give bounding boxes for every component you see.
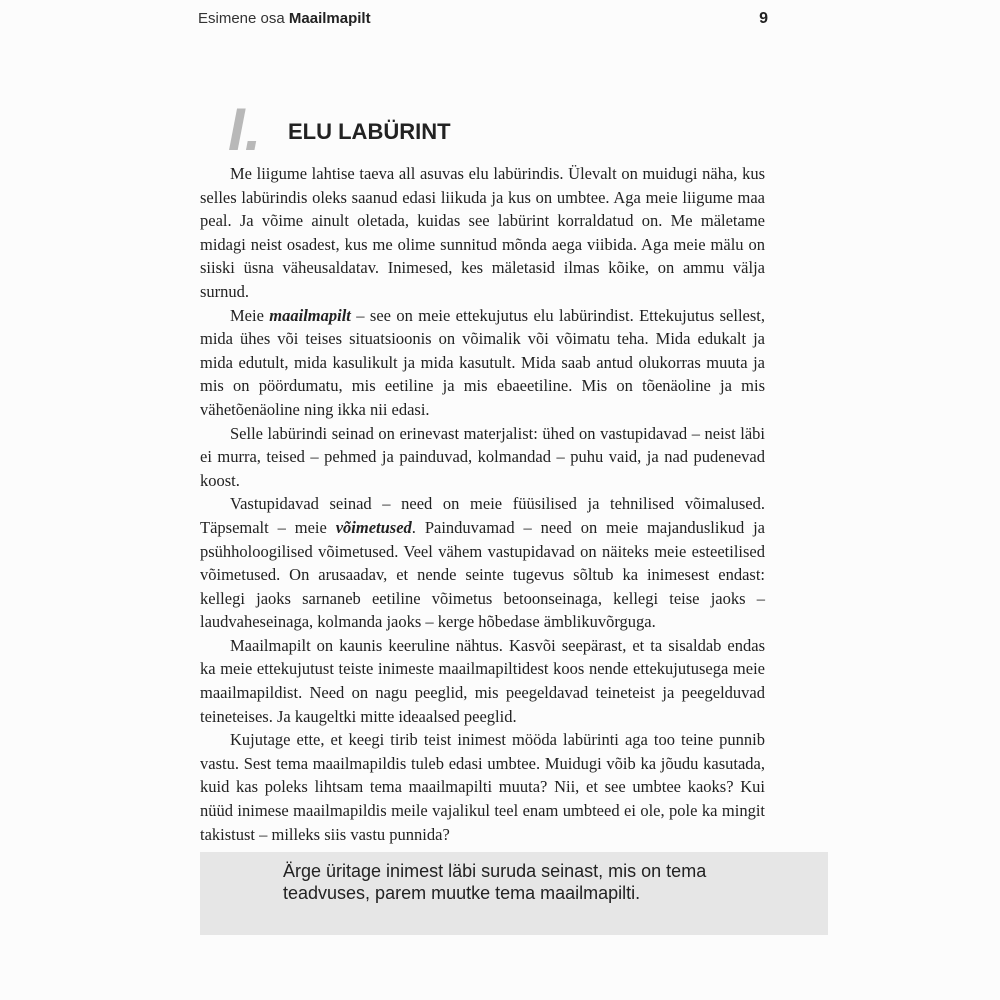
callout-box	[200, 852, 828, 935]
running-header	[198, 10, 768, 34]
paragraph-2: Meie maailmapilt – see on meie ettekujutus elu labürindist. Ettekujutus sellest, mida ühes või teises situatsioonis on võimalik või võimatu teha. Mida edukalt ja mida edutult, mida kasulikult ja mida kasutult. Mida saab antud olukorras muuta ja mis on pöördumatu, mis eetiline ja mis ebaeetiline. Mis on tõenäoline ja mis vähetõenäoline ning ikka nii edasi.	[200, 305, 765, 419]
term-maailmapilt: maailmapilt	[269, 305, 351, 325]
body-text	[200, 162, 765, 846]
page-number: 9	[759, 10, 768, 27]
chapter-title: ELU LABÜRINT	[288, 119, 451, 144]
callout-text: Ärge üritage inimest läbi suruda seinast, mis on tema teadvuses, parem muutke tema maailmapilti.	[283, 861, 707, 903]
section-title: Maailmapilt	[288, 10, 371, 27]
paragraph-4: Vastupidavad seinad – need on meie füüsilised ja tehnilised võimalused. Täpsemalt – meie võimetused. Painduvamad – need on meie majanduslikud ja psühholoogilised võimetused. Veel vähem vastupidavad on näiteks meie esteetilised võimetused. On arusaadav, et nende seinte tugevus sõltub ka inimesest endast: kellegi jaoks sarnaneb eetiline võimetus betoonseinaga, kellegi teise jaoks – laudvaheseinaga, kolmanda jaoks – kerge hõbedase ämblikuvõrguga.	[200, 494, 765, 632]
paragraph-1: Me liigume lahtise taeva all asuvas elu labürindis. Ülevalt on muidugi näha, kus selles labürindis oleks saanud edasi liikuda ja kus on umbtee. Aga meie liigume maa peal. Ja võime ainult oletada, kuidas see labürint korraldatud on. Me mäletame midagi neist osadest, kus me olime sunnitud mõnda aega viibida. Aga meie mälu on siiski üsna väheusaldatav. Inimesed, kes mäletasid ilmas kõike, on ammu välja surnud.	[200, 164, 765, 301]
term-voimetused: võimetused	[335, 517, 412, 537]
paragraph-5: Maailmapilt on kaunis keeruline nähtus. Kasvõi seepärast, et ta sisaldab endas ka meie ettekujutust teiste inimeste maailmapiltidest koos nende ettekujutusega meie maailmapildist. Need on nagu peeglid, mis peegeldavad teineteist ja peegelduvad teineteises. Ja kaugeltki mitte ideaalsed peeglid.	[200, 635, 765, 726]
chapter-number: I.	[228, 96, 262, 163]
paragraph-3: Selle labürindi seinad on erinevast materjalist: ühed on vastupidavad – neist läbi ei murra, teised – pehmed ja painduvad, kolmandad – puhu vaid, ja nad pudenevad koost.	[200, 423, 765, 490]
paragraph-6: Kujutage ette, et keegi tirib teist inimest mööda labürinti aga too teine punnib vastu. Sest tema maailmapildis tuleb edasi umbtee. Muidugi võib ka jõudu kasutada, kuid kas poleks lihtsam tema maailmapilti muuta? Nii, et see umbtee kaoks? Kui nüüd inimese maailmapildis meile vajalikul teel enam umbteed ei ole, pole ka mingit takistust – milleks siis vastu punnida?	[200, 730, 765, 844]
section-label: Esimene osa Maailmapilt	[198, 10, 371, 27]
